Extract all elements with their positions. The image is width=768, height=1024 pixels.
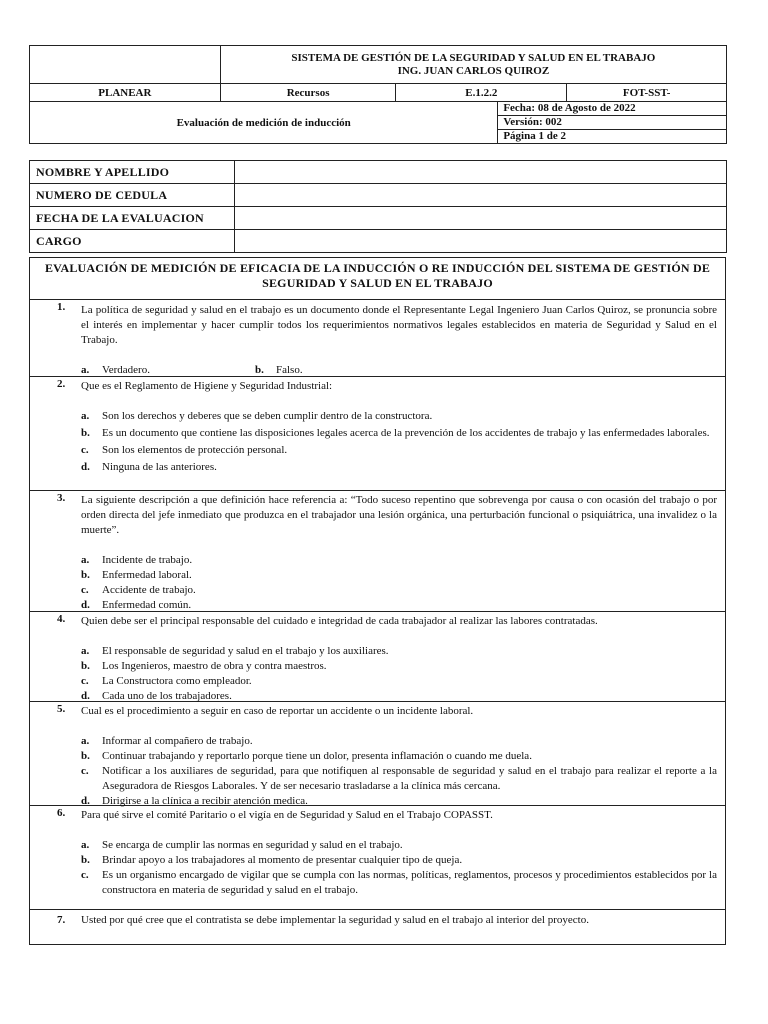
question-number: 7.	[57, 914, 66, 926]
document-header	[29, 45, 727, 144]
option-c[interactable]: c. Notificar a los auxiliares de seguridad, para que notifiquen al responsable de seguridad y salud en el trabajo para realizar el reporte a la Aseguradora de Riesgos Laborales. Y de ser necesario trasladarse a la clínica más cercana.	[81, 765, 717, 792]
option-b[interactable]: b. Brindar apoyo a los trabajadores al momento de presentar cualquier tipo de queja.	[81, 854, 463, 866]
options-inline	[81, 363, 725, 378]
options-list	[81, 734, 717, 809]
option-c[interactable]: c. La Constructora como empleador.	[81, 675, 252, 687]
options-list	[81, 409, 717, 475]
question-number: 2.	[57, 378, 66, 390]
options-list	[81, 644, 717, 704]
option-c[interactable]: c. Es un organismo encargado de vigilar que se cumpla con las normas, políticas, reglamentos, procesos y procedimientos establecidos por la constructora en materia de seguridad y salud en el trabajo.	[81, 869, 717, 896]
question-text: La política de seguridad y salud en el trabajo es un documento donde el Representante Legal Ingeniero Juan Carlos Quiroz, se pronuncia sobre el interés en implementar y hacer cumplir todos los requerimientos normativos legales establecidos en materia de Seguridad y Salud en el Trabajo.	[81, 304, 717, 346]
option-a[interactable]: a. Incidente de trabajo.	[81, 554, 193, 566]
question-text: Para qué sirve el comité Paritario o el vigía en de Seguridad y Salud en el Trabajo COPASST.	[81, 809, 493, 821]
question-text: La siguiente descripción a que definición hace referencia a: “Todo suceso repentino que sobrevenga por causa o con ocasión del trabajo o por orden directa del jefe inmediato que produzca en el trabajador una lesión orgánica, una perturbación funcional o psiquiátrica, una invalidez o la muerte”.	[81, 494, 717, 536]
info-row	[30, 207, 727, 230]
option-c[interactable]: c. Accidente de trabajo.	[81, 584, 196, 596]
doc-name-cell: Evaluación de medición de inducción	[30, 102, 498, 144]
question-number: 4.	[57, 613, 66, 625]
option-a[interactable]: a. Se encarga de cumplir las normas en seguridad y salud en el trabajo.	[81, 839, 403, 851]
version-cell: Versión: 002	[498, 116, 727, 130]
question-text: Que es el Reglamento de Higiene y Seguridad Industrial:	[81, 380, 333, 392]
question-number: 1.	[57, 301, 66, 313]
evaluation-date-field[interactable]	[234, 207, 726, 230]
question-text: Quien debe ser el principal responsable del cuidado e integridad de cada trabajador al realizar las labores contratadas.	[81, 615, 598, 627]
page-number-cell: Página 1 de 2	[498, 130, 727, 144]
info-label: NOMBRE Y APELLIDO	[30, 161, 235, 184]
option-b[interactable]: b. Continuar trabajando y reportarlo porque tiene un dolor, presenta inflamación o cuando me duela.	[81, 750, 532, 762]
option-d[interactable]: d. Dirigirse a la clínica a recibir atención medica.	[81, 795, 308, 807]
info-label: NUMERO DE CEDULA	[30, 184, 235, 207]
option-a[interactable]: a. Son los derechos y deberes que se deben cumplir dentro de la constructora.	[81, 410, 433, 422]
option-a[interactable]: a. Verdadero.	[81, 364, 150, 376]
code-cell: E.1.2.2	[396, 84, 567, 102]
question-5	[30, 702, 725, 806]
personal-info-table	[29, 160, 727, 253]
area-cell: Recursos	[220, 84, 396, 102]
question-text: Cual es el procedimiento a seguir en caso de reportar un accidente o un incidente laboral.	[81, 705, 474, 717]
option-a[interactable]: a. El responsable de seguridad y salud en el trabajo y los auxiliares.	[81, 645, 389, 657]
question-7	[30, 910, 725, 944]
option-c[interactable]: c. Son los elementos de protección personal.	[81, 444, 288, 456]
date-cell: Fecha: 08 de Agosto de 2022	[498, 102, 727, 116]
question-number: 5.	[57, 703, 66, 715]
name-field[interactable]	[234, 161, 726, 184]
position-field[interactable]	[234, 230, 726, 253]
option-d[interactable]: d. Ninguna de las anteriores.	[81, 461, 217, 473]
question-text: Usted por qué cree que el contratista se debe implementar la seguridad y salud en el trabajo al interior del proyecto.	[81, 914, 589, 926]
logo-cell	[30, 46, 221, 84]
question-number: 6.	[57, 807, 66, 819]
option-b[interactable]: b. Falso.	[255, 364, 303, 376]
company-name: ING. JUAN CARLOS QUIROZ	[397, 64, 550, 77]
question-3	[30, 491, 725, 612]
id-number-field[interactable]	[234, 184, 726, 207]
phase-cell: PLANEAR	[30, 84, 221, 102]
options-list	[81, 838, 717, 898]
info-label: CARGO	[30, 230, 235, 253]
evaluation-title: EVALUACIÓN DE MEDICIÓN DE EFICACIA DE LA INDUCCIÓN O RE INDUCCIÓN DEL SISTEMA DE GESTIÓN DE SEGURIDAD Y SALUD EN EL TRABAJO	[30, 258, 725, 300]
option-b[interactable]: b. Es un documento que contiene las disposiciones legales acerca de la prevención de los accidentes de trabajo y las enfermedades laborales.	[81, 427, 710, 439]
options-list	[81, 553, 717, 613]
option-b[interactable]: b. Los Ingenieros, maestro de obra y contra maestros.	[81, 660, 327, 672]
info-row	[30, 184, 727, 207]
option-d[interactable]: d. Enfermedad común.	[81, 599, 192, 611]
format-cell: FOT-SST-	[567, 84, 727, 102]
system-title-cell	[220, 46, 726, 84]
info-row	[30, 230, 727, 253]
option-b[interactable]: b. Enfermedad laboral.	[81, 569, 192, 581]
question-1	[30, 300, 725, 377]
question-6	[30, 806, 725, 910]
option-d[interactable]: d. Cada uno de los trabajadores.	[81, 690, 232, 702]
system-title: SISTEMA DE GESTIÓN DE LA SEGURIDAD Y SALUD EN EL TRABAJO	[291, 51, 656, 64]
info-label: FECHA DE LA EVALUACION	[30, 207, 235, 230]
question-number: 3.	[57, 492, 66, 504]
question-4	[30, 612, 725, 702]
evaluation-section	[29, 257, 726, 945]
question-2	[30, 377, 725, 491]
info-row	[30, 161, 727, 184]
option-a[interactable]: a. Informar al compañero de trabajo.	[81, 735, 253, 747]
